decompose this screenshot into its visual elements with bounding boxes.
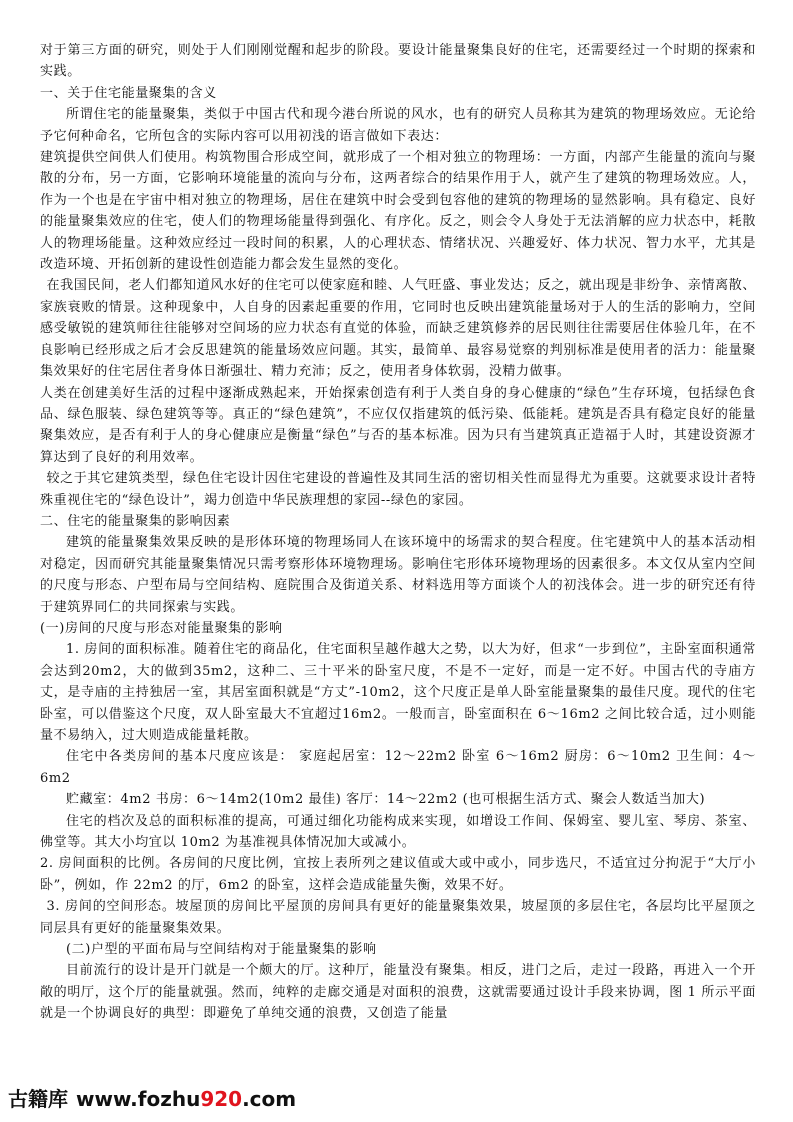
paragraph: 在我国民间，老人们都知道风水好的住宅可以使家庭和睦、人气旺盛、事业发达；反之，就出现是非纷争、亲情离散、家族衰败的情景。这种现象中，人自身的因素起重要的作用，它同时也反映出建筑能量场对于人的生活的影响力，空间感受敏锐的建筑师往往能够对空间场的应力状态有直觉的体验，而缺乏建筑修养的居民则往往需要居住体验几年，在不良影响已经形成之后才会反思建筑的能量场效应问题。其实，最简单、最容易觉察的判别标准是使用者的活力：能量聚集效果好的住宅居住者身体日渐强壮、精力充沛；反之，使用者身体软弱，没精力做事。 — [40, 278, 756, 380]
paragraph: 1. 房间的面积标准。随着住宅的商品化，住宅面积呈越作越大之势，以大为好，但求“一步到位”，主卧室面积通常会达到20m2，大的做到35m2，这种二、三十平米的卧室尺度，不是不一定好，而是一定不好。中国古代的寺庙方丈，是寺庙的主持独居一室，其居室面积就是“方丈”-10m2，这个尺度正是单人卧室能量聚集的最佳尺度。现代的住宅卧室，可以借鉴这个尺度，双人卧室最大不宜超过16m2。一般而言，卧室面积在 6～16m2 之间比较合适，过小则能量不易纳入，过大则造成能量耗散。 — [40, 642, 756, 743]
paragraph: 住宅中各类房间的基本尺度应该是： 家庭起居室：12～22m2 卧室 6～16m2 厨房：6～10m2 卫生间：4～6m2 — [40, 749, 756, 786]
paragraph: 住宅的档次及总的面积标准的提高，可通过细化功能构成来实现，如增设工作间、保姆室、婴儿室、琴房、茶室、佛堂等。其大小均宜以 10m2 为基准视具体情况加大或减小。 — [40, 813, 756, 851]
site-url-prefix: www.fozhu — [76, 1087, 201, 1111]
paragraph: 人类在创建美好生活的过程中逐渐成熟起来，开始探索创造有利于人类自身的身心健康的“绿色”生存环境，包括绿色食品、绿色服装、绿色建筑等等。真正的“绿色建筑”，不应仅仅指建筑的低污染、低能耗。建筑是否具有稳定良好的能量聚集效应，是否有利于人的身心健康应是衡量“绿色”与否的基本标准。因为只有当建筑真正造福于人时，其建设资源才算达到了良好的利用效率。 — [40, 385, 756, 465]
footer-watermark — [8, 1083, 296, 1113]
subsection-heading-2: (二)户型的平面布局与空间结构对于能量聚集的影响 — [66, 942, 377, 958]
site-url-number: 920 — [200, 1087, 243, 1111]
paragraph: 建筑的能量聚集效果反映的是形体环境的物理场同人在该环境中的场需求的契合程度。住宅建筑中人的基本活动相对稳定，因而研究其能量聚集情况只需考察形体环境物理场。影响住宅形体环境物理场的因素很多。本文仅从室内空间的尺度与形态、户型布局与空间结构、庭院围合及街道关系、材料选用等方面谈个人的初浅体会。进一步的研究还有待于建筑界同仁的共同探索与实践。 — [40, 535, 756, 615]
paragraph: 所谓住宅的能量聚集，类似于中国古代和现今港台所说的风水，也有的研究人员称其为建筑的物理场效应。无论给予它何种命名，它所包含的实际内容可以用初浅的语言做如下表达： — [40, 107, 756, 144]
paragraph: 较之于其它建筑类型，绿色住宅设计因住宅建设的普遍性及其同生活的密切相关性而显得尤为重要。这就要求设计者特殊重视住宅的“绿色设计”，竭力创造中华民族理想的家园--绿色的家园。 — [40, 471, 756, 508]
subsection-heading-1: (一)房间的尺度与形态对能量聚集的影响 — [40, 620, 283, 636]
paragraph: 建筑提供空间供人们使用。构筑物围合形成空间，就形成了一个相对独立的物理场：一方面，内部产生能量的流向与聚散的分布，另一方面，它影响环境能量的流向与分布，这两者综合的结果作用于人，就产生了建筑的物理场效应。人，作为一个也是在宇宙中相对独立的物理场，居住在建筑中时会受到包容他的建筑的物理场的显然影响。具有稳定、良好的能量聚集效应的住宅，使人们的物理场能量得到强化、有序化。反之，则会令人身处于无法消解的应力状态中，耗散人的物理场能量。这种效应经过一段时间的积累，人的心理状态、情绪状况、兴趣爱好、体力状况、智力水平，尤其是改造环境、开拓创新的建设性创造能力都会发生显然的变化。 — [40, 150, 756, 273]
section-heading-2: 二、住宅的能量聚集的影响因素 — [40, 513, 231, 529]
site-name: 古籍库 — [8, 1087, 68, 1111]
paragraph: 贮藏室：4m2 书房：6～14m2(10m2 最佳) 客厅：14～22m2 (也可根据生活方式、聚会人数适当加大) — [66, 792, 706, 808]
paragraph: 目前流行的设计是开门就是一个颇大的厅。这种厅，能量没有聚集。相反，进门之后，走过一段路，再进入一个开敞的明厅，这个厅的能量就强。然而，纯粹的走廊交通是对面积的浪费，这就需要通过设计手段来协调，图 1 所示平面就是一个协调良好的典型：即避免了单纯交通的浪费，又创造了能量 — [40, 963, 756, 1022]
section-heading-1: 一、关于住宅能量聚集的含义 — [40, 85, 217, 101]
paragraph-intro: 对于第三方面的研究，则处于人们刚刚觉醒和起步的阶段。要设计能量聚集良好的住宅，还需要经过一个时期的探索和实践。 — [40, 43, 756, 80]
site-url-suffix: .com — [242, 1087, 297, 1111]
paragraph: 2. 房间面积的比例。各房间的尺度比例，宜按上表所列之建议值或大或中或小，同步选尺，不适宜过分拘泥于“大厅小卧”，例如，作 22m2 的厅，6m2 的卧室，这样会造成能量失衡，效果不好。 — [40, 856, 756, 893]
document-page — [40, 40, 756, 1060]
paragraph: 3. 房间的空间形态。坡屋顶的房间比平屋顶的房间具有更好的能量聚集效果，坡屋顶的多层住宅，各层均比平屋顶之同层具有更好的能量聚集效果。 — [40, 899, 756, 936]
